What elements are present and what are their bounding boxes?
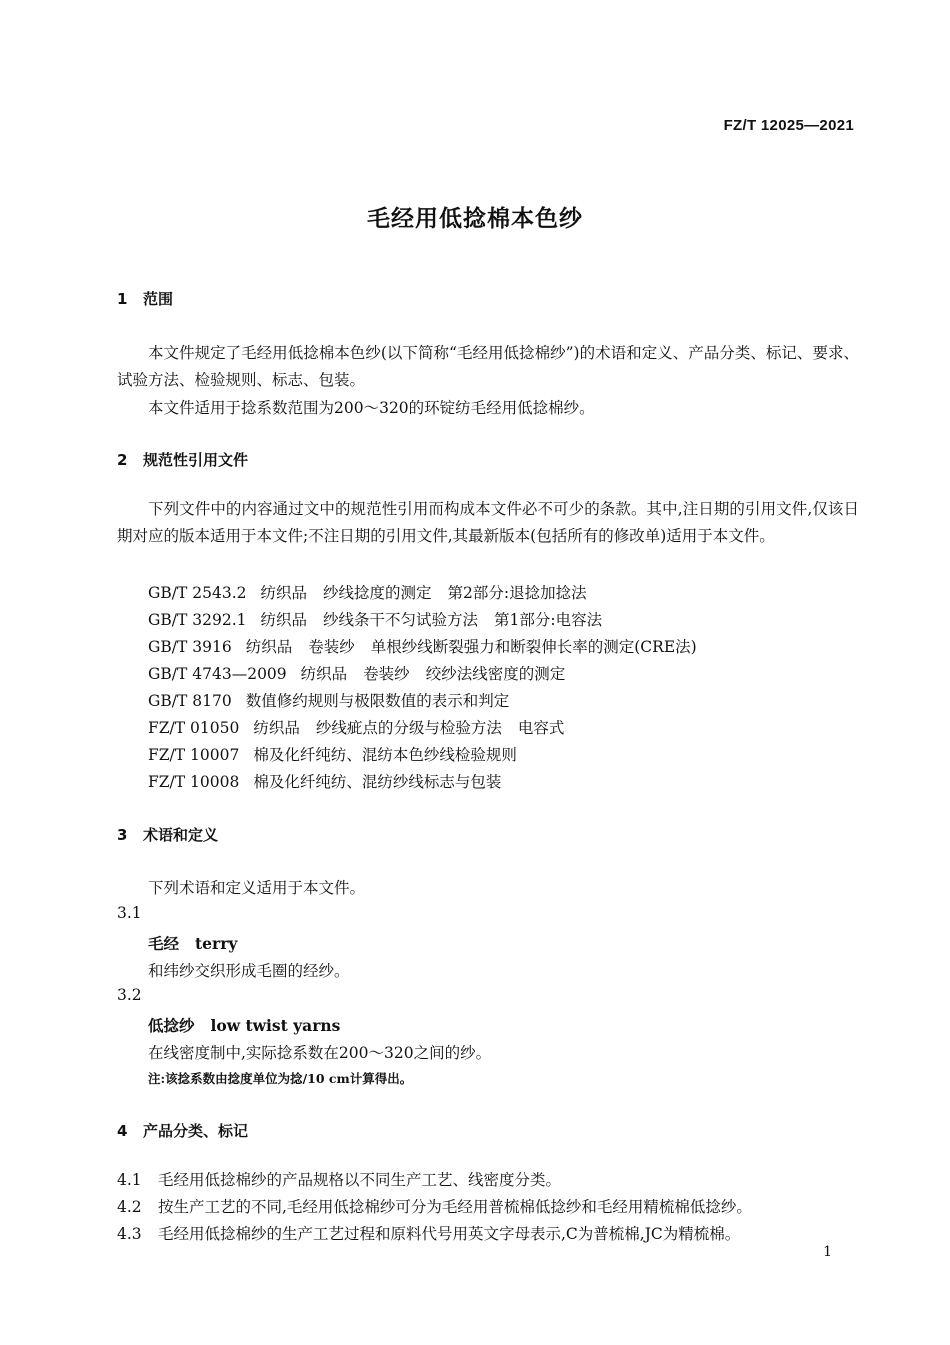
clause-number: 4.1 xyxy=(117,1171,142,1189)
reference-item xyxy=(148,662,565,684)
reference-title: 纺织品 xyxy=(253,719,300,737)
reference-title: 纺织品 xyxy=(245,638,293,656)
reference-subtitle: 纱线捻度的测定 xyxy=(323,584,432,602)
reference-title: 纺织品 xyxy=(260,584,308,602)
reference-title: 棉及化纤纯纺、混纺本色纱线检验规则 xyxy=(253,746,517,764)
reference-part: 第1部分:电容法 xyxy=(494,611,603,629)
clause-number: 4.2 xyxy=(117,1198,142,1216)
reference-code: GB/T 3292.1 xyxy=(148,611,247,629)
reference-code: GB/T 8170 xyxy=(148,692,232,710)
section-4-heading xyxy=(117,1120,248,1141)
reference-item xyxy=(148,581,587,603)
reference-code: FZ/T 01050 xyxy=(148,719,240,737)
document-title: 毛经用低捻棉本色纱 xyxy=(367,206,583,232)
reference-title: 纺织品 xyxy=(260,611,308,629)
clause-number: 4.3 xyxy=(117,1225,142,1243)
standard-number: FZ/T 12025—2021 xyxy=(723,117,854,134)
term-english: low twist yarns xyxy=(210,1016,341,1035)
clause-text: 毛经用低捻棉纱的产品规格以不同生产工艺、线密度分类。 xyxy=(158,1171,562,1189)
term-english: terry xyxy=(195,934,238,953)
section-number: 4 xyxy=(117,1122,128,1140)
reference-item xyxy=(148,716,564,738)
clause-item xyxy=(117,1222,740,1244)
reference-title: 棉及化纤纯纺、混纺纱线标志与包装 xyxy=(253,773,502,791)
reference-item xyxy=(148,635,697,657)
reference-part: 绞纱法线密度的测定 xyxy=(425,665,566,683)
reference-title: 数值修约规则与极限数值的表示和判定 xyxy=(245,692,510,710)
scope-paragraph-1: 本文件规定了毛经用低捻棉本色纱(以下简称“毛经用低捻棉纱”)的术语和定义、产品分类、标记、要求、试验方法、检验规则、标志、包装。 xyxy=(117,344,859,389)
term-chinese: 低捻纱 xyxy=(148,1017,195,1035)
terms-intro: 下列术语和定义适用于本文件。 xyxy=(148,879,366,897)
section-number: 1 xyxy=(117,290,128,308)
reference-item xyxy=(148,608,602,630)
reference-item xyxy=(148,743,517,765)
section-3-heading xyxy=(117,824,218,845)
term-name xyxy=(148,1014,340,1036)
note: 注:该捻系数由捻度单位为捻/10 cm计算得出。 xyxy=(148,1071,413,1086)
clause-text: 毛经用低捻棉纱的生产工艺过程和原料代号用英文字母表示,C为普梳棉,JC为精梳棉。 xyxy=(158,1225,741,1243)
reference-code: FZ/T 10007 xyxy=(148,746,240,764)
scope-paragraph-2: 本文件适用于捻系数范围为200～320的环锭纺毛经用低捻棉纱。 xyxy=(148,399,595,417)
section-title: 术语和定义 xyxy=(143,826,219,844)
reference-title: 纺织品 xyxy=(300,665,348,683)
normative-references-intro: 下列文件中的内容通过文中的规范性引用而构成本文件必不可少的条款。其中,注日期的引用文件,仅该日期对应的版本适用于本文件;不注日期的引用文件,其最新版本(包括所有的修改单)适用于本文件。 xyxy=(117,500,859,545)
term-number: 3.1 xyxy=(117,904,142,922)
reference-code: FZ/T 10008 xyxy=(148,773,240,791)
term-name xyxy=(148,932,237,954)
reference-subtitle: 卷装纱 xyxy=(363,665,410,683)
term-number: 3.2 xyxy=(117,986,142,1004)
section-number: 2 xyxy=(117,451,128,469)
clause-item xyxy=(117,1195,752,1217)
term-definition: 和纬纱交织形成毛圈的经纱。 xyxy=(148,962,350,980)
reference-code: GB/T 4743—2009 xyxy=(148,665,287,683)
clause-text: 按生产工艺的不同,毛经用低捻棉纱可分为毛经用普梳棉低捻纱和毛经用精梳棉低捻纱。 xyxy=(158,1198,752,1216)
reference-code: GB/T 3916 xyxy=(148,638,232,656)
reference-subtitle: 纱线疵点的分级与检验方法 xyxy=(315,719,502,737)
section-title: 规范性引用文件 xyxy=(143,451,249,469)
section-title: 范围 xyxy=(143,290,174,308)
term-definition: 在线密度制中,实际捻系数在200～320之间的纱。 xyxy=(148,1044,492,1062)
reference-subtitle: 纱线条干不匀试验方法 xyxy=(323,611,479,629)
section-2-heading xyxy=(117,449,248,470)
reference-item xyxy=(148,770,501,792)
section-title: 产品分类、标记 xyxy=(143,1122,249,1140)
section-number: 3 xyxy=(117,826,128,844)
page-number: 1 xyxy=(823,1244,832,1260)
reference-part: 单根纱线断裂强力和断裂伸长率的测定(CRE法) xyxy=(370,638,697,656)
term-chinese: 毛经 xyxy=(148,935,180,953)
reference-subtitle: 卷装纱 xyxy=(308,638,355,656)
clause-item xyxy=(117,1168,561,1190)
reference-part: 第2部分:退捻加捻法 xyxy=(447,584,587,602)
section-1-heading xyxy=(117,288,173,309)
reference-code: GB/T 2543.2 xyxy=(148,584,247,602)
reference-item xyxy=(148,689,509,711)
reference-part: 电容式 xyxy=(517,719,565,737)
